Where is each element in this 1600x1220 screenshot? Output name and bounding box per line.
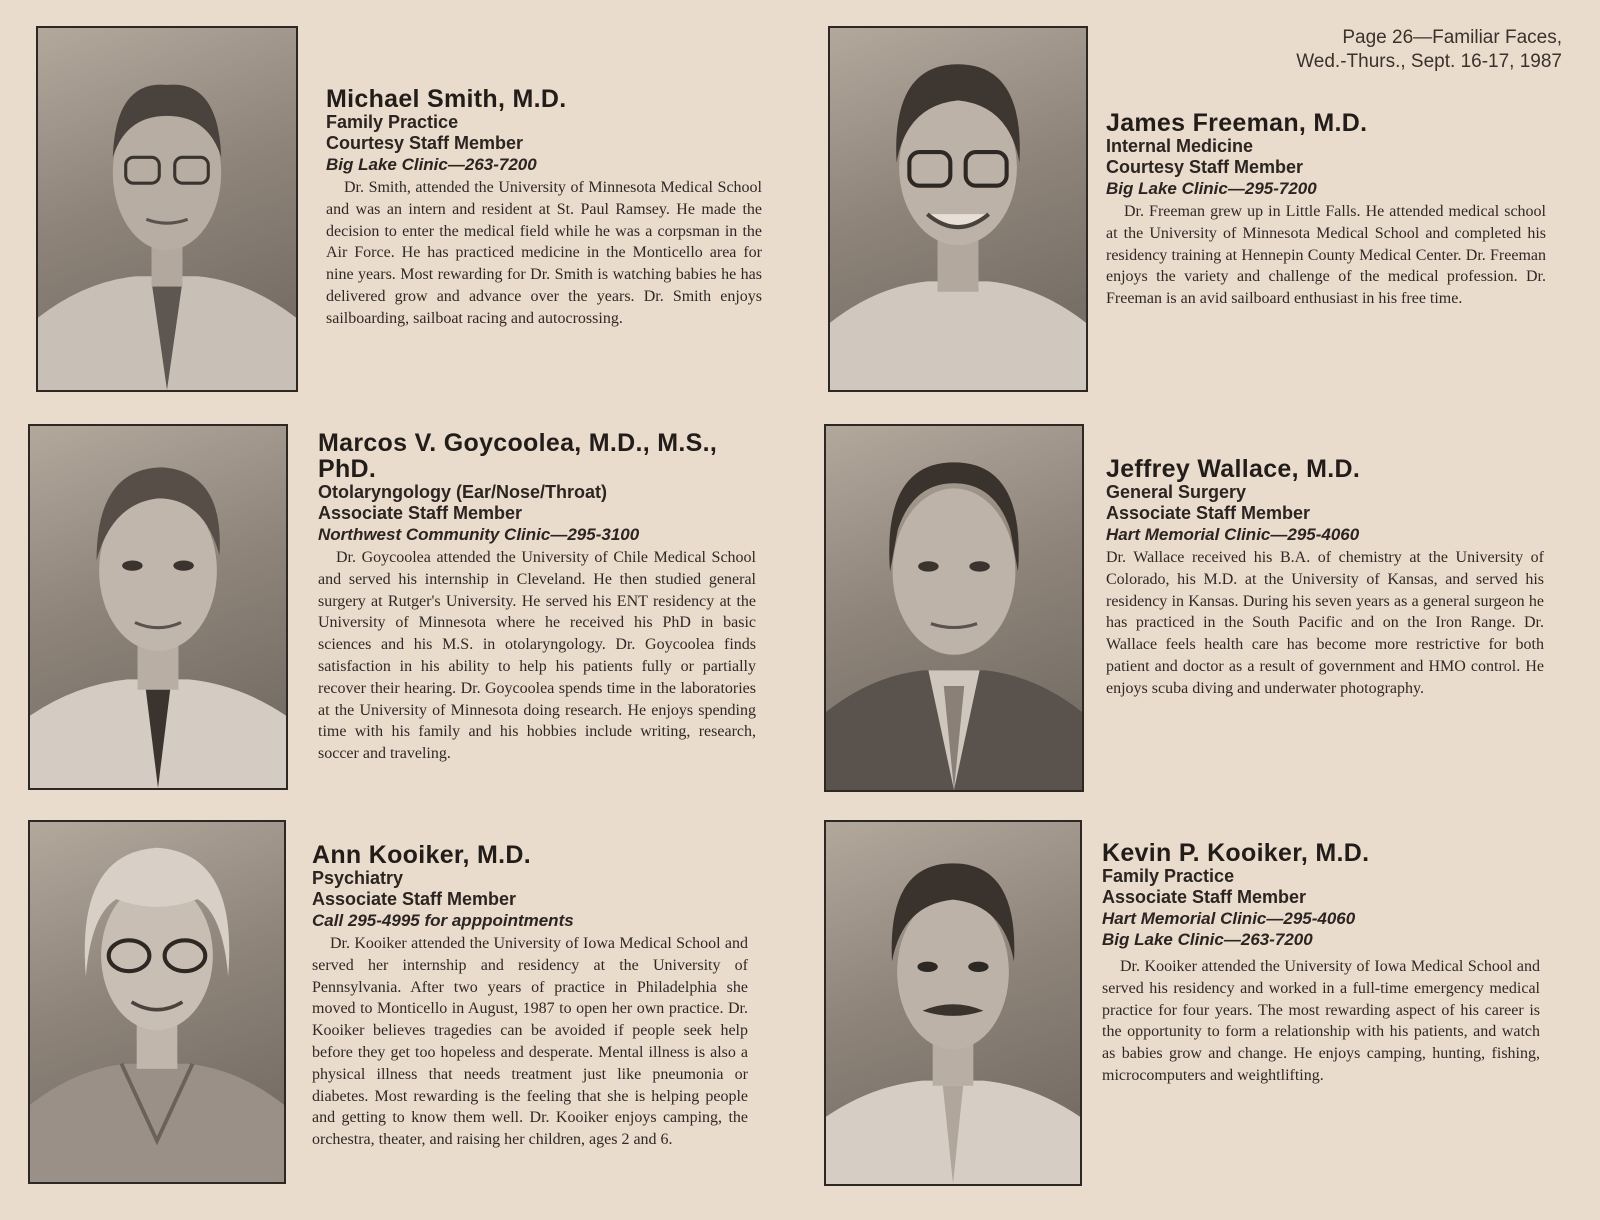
doctor-bio: Dr. Goycoolea attended the University of Chile Medical School and served his internship in Cleveland. He then studied general surgery at Rutger's University. He served his ENT residency at the University of Minnesota where he received his PhD in basic sciences and his M.S. in otolaryngology. Dr. Goycoolea finds satisfaction in his ability to help his patients fully or partially recover their hearing. Dr. Goycoolea spends time in the laboratories at the University of Minnesota doing research. He enjoys spending time with his family and his hobbies include writing, research, soccer and traveling.: [318, 549, 756, 763]
doctor-specialty: Family Practice: [1102, 866, 1235, 886]
doctor-specialty: Family Practice: [326, 112, 459, 132]
doctor-entry-james-freeman: [1106, 110, 1546, 310]
doctor-name: Kevin P. Kooiker, M.D.: [1102, 839, 1370, 867]
doctor-bio: Dr. Kooiker attended the University of Iowa Medical School and served her internship and residency at the University of Pennsylvania. After two years of practice in Philadelphia she moved to Monticello in August, 1987 to open her own practice. Dr. Kooiker believes tragedies can be avoided if people seek help before they get too hopeless and desperate. Mental illness is also a physical illness that needs treatment just like pneumonia or diabetes. Most rewarding is the feeling that she is helping people and getting to know them well. Dr. Kooiker enjoys camping, the orchestra, theater, and raising her children, ages 2 and 6.: [312, 935, 748, 1149]
doctor-specialty: Internal Medicine: [1106, 136, 1254, 156]
doctor-entry-marcos-goycoolea: [318, 430, 756, 765]
doctor-staff: Courtesy Staff Member: [1106, 157, 1304, 177]
doctor-bio: Dr. Freeman grew up in Little Falls. He attended medical school at the University of Minnesota Medical School and completed his residency training at Hennepin County Medical Center. Dr. Freeman enjoys the variety and challenge of the medical profession. Dr. Freeman is an avid sailboard enthusiast in his free time.: [1106, 203, 1546, 308]
doctor-entry-ann-kooiker: [312, 842, 748, 1151]
doctor-clinic: Big Lake Clinic—263-7200: [326, 155, 537, 174]
doctor-specialty: Psychiatry: [312, 868, 404, 888]
portrait-photo-kevin-kooiker: [824, 820, 1082, 1186]
doctor-entry-jeffrey-wallace: [1106, 456, 1544, 700]
doctor-name: James Freeman, M.D.: [1106, 109, 1368, 137]
doctor-entry-kevin-kooiker: [1102, 840, 1540, 1087]
doctor-name: Jeffrey Wallace, M.D.: [1106, 455, 1361, 483]
portrait-photo-james-freeman: [828, 26, 1088, 392]
portrait-photo-ann-kooiker: [28, 820, 286, 1184]
doctor-specialty: Otolaryngology (Ear/Nose/Throat): [318, 482, 608, 502]
doctor-entry-michael-smith: [326, 86, 762, 330]
doctor-clinic: Northwest Community Clinic—295-3100: [318, 525, 640, 544]
portrait-photo-marcos-goycoolea: [28, 424, 288, 790]
portrait-photo-michael-smith: [36, 26, 298, 392]
doctor-name: Marcos V. Goycoolea, M.D., M.S., PhD.: [318, 429, 718, 483]
page-header-line1: Page 26—Familiar Faces,: [1342, 27, 1562, 48]
doctor-bio: Dr. Wallace received his B.A. of chemistry at the University of Colorado, his M.D. at the University of Kansas, and served his residency in Kansas. During his seven years as a general surgeon he has practiced in the South Pacific and on the Iron Range. Dr. Wallace feels health care has become more restrictive for both patient and doctor as a result of government and HMO control. He enjoys scuba diving and underwater photography.: [1106, 549, 1544, 697]
doctor-staff: Associate Staff Member: [1106, 503, 1311, 523]
portrait-photo-jeffrey-wallace: [824, 424, 1084, 792]
doctor-bio: Dr. Smith, attended the University of Minnesota Medical School and was an intern and resident at St. Paul Ramsey. He made the decision to enter the medical field while he was a corpsman in the Air Force. He has practiced medicine in the Monticello area for nine years. Most rewarding for Dr. Smith is watching babies he has delivered grow and advance over the years. Dr. Smith enjoys sailboarding, sailboat racing and autocrossing.: [326, 179, 762, 327]
doctor-name: Ann Kooiker, M.D.: [312, 841, 532, 869]
doctor-clinic: Hart Memorial Clinic—295-4060: [1106, 525, 1360, 544]
doctor-staff: Courtesy Staff Member: [326, 133, 524, 153]
doctor-clinic: Hart Memorial Clinic—295-4060: [1102, 909, 1356, 928]
page-header-line2: Wed.-Thurs., Sept. 16-17, 1987: [1296, 51, 1562, 72]
doctor-bio: Dr. Kooiker attended the University of Iowa Medical School and served his residency and worked in a full-time emergency medical practice for four years. The most rewarding aspect of his career is the opportunity to form a relationship with his patients, and watch as babies grow and change. He enjoys camping, hunting, fishing, microcomputers and weightlifting.: [1102, 958, 1540, 1084]
doctor-clinic-secondary: Big Lake Clinic—263-7200: [1102, 930, 1313, 949]
doctor-name: Michael Smith, M.D.: [326, 85, 567, 113]
doctor-staff: Associate Staff Member: [312, 889, 517, 909]
doctor-clinic: Big Lake Clinic—295-7200: [1106, 179, 1317, 198]
doctor-specialty: General Surgery: [1106, 482, 1247, 502]
doctor-clinic: Call 295-4995 for apppointments: [312, 911, 574, 930]
page-header: [1296, 26, 1562, 74]
doctor-staff: Associate Staff Member: [1102, 887, 1307, 907]
doctor-staff: Associate Staff Member: [318, 503, 523, 523]
